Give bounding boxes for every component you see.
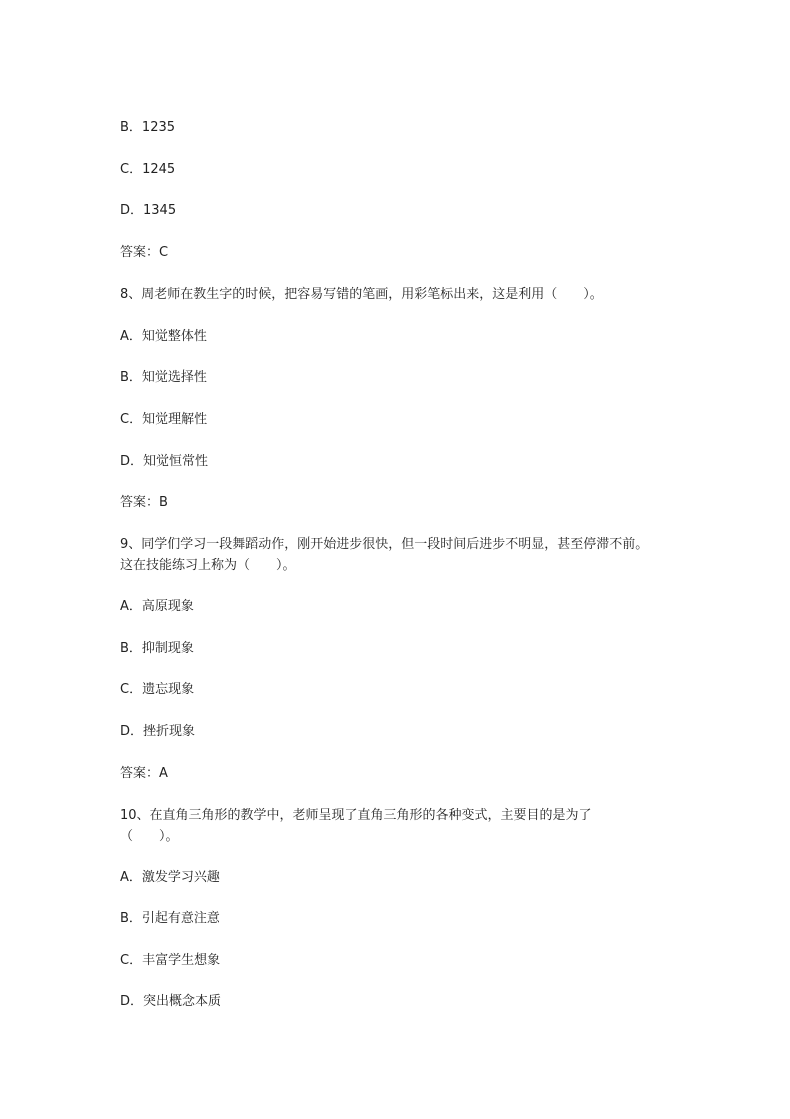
option-c-q10: C．丰富学生想象 [120,953,221,968]
option-c-q9: C．遗忘现象 [120,682,195,697]
option-d-q8: D．知觉恒常性 [120,454,209,469]
option-c-q8: C．知觉理解性 [120,412,208,427]
answer-q9: 答案：A [120,766,168,781]
question-8: 8、周老师在教生字的时候，把容易写错的笔画，用彩笔标出来，这是利用（ ）。 [120,287,603,302]
option-b-q10: B．引起有意注意 [120,911,220,926]
option-b-q9: B．抑制现象 [120,641,194,656]
option-a-q8: A．知觉整体性 [120,329,207,344]
option-b-q7: B．1235 [120,120,176,135]
option-c-q7: C．1245 [120,162,176,177]
option-d-q9: D．挫折现象 [120,724,196,739]
option-b-q8: B．知觉选择性 [120,370,207,385]
option-d-q10: D．突出概念本质 [120,994,222,1009]
option-d-q7: D．1345 [120,203,177,218]
option-a-q10: A．激发学习兴趣 [120,870,220,885]
question-9: 9、同学们学习一段舞蹈动作，刚开始进步很快，但一段时间后进步不明显，甚至停滞不前。这在技能练习上称为（ ）。 [120,537,649,573]
answer-q7: 答案：C [120,245,169,260]
question-10: 10、在直角三角形的教学中，老师呈现了直角三角形的各种变式，主要目的是为了（ ）。 [120,808,592,844]
answer-q8: 答案：B [120,495,168,510]
option-a-q9: A．高原现象 [120,599,194,614]
